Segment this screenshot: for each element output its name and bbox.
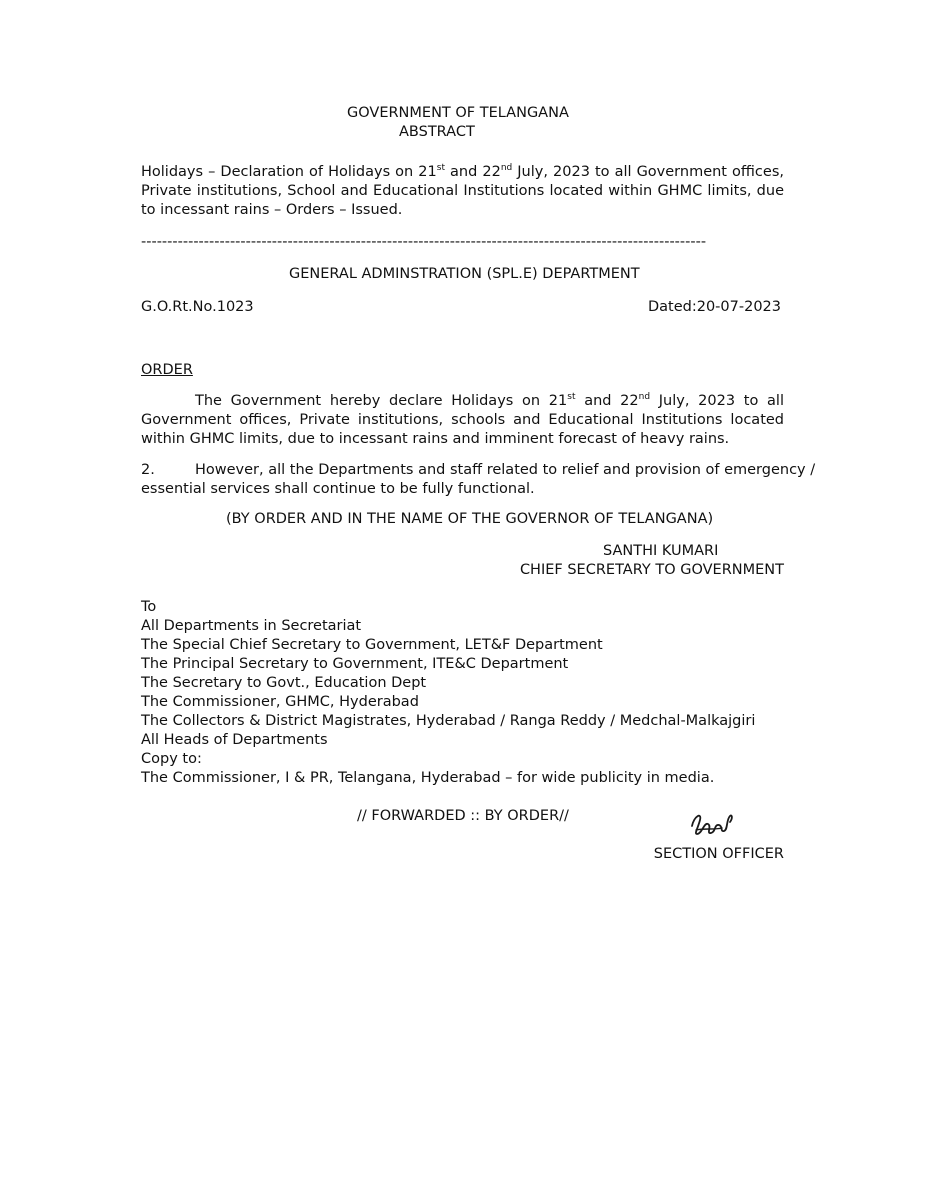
- recipient-item: The Commissioner, GHMC, Hyderabad: [141, 694, 419, 710]
- order-para1-part1: The Government hereby declare Holidays on 21: [195, 393, 568, 409]
- recipient-item: The Special Chief Secretary to Government, LET&F Department: [141, 637, 603, 653]
- order-para1-part2: and 22: [575, 393, 639, 409]
- order-date: Dated:20-07-2023: [647, 299, 781, 315]
- order-paragraph-1: [141, 392, 784, 449]
- recipient-list: [141, 617, 755, 750]
- recipient-item: All Heads of Departments: [141, 732, 328, 748]
- order-paragraph-2-number: 2.: [141, 462, 155, 478]
- recipient-item: The Secretary to Govt., Education Dept: [141, 675, 427, 691]
- recipient-item: All Departments in Secretariat: [141, 618, 362, 634]
- go-number: G.O.Rt.No.1023: [141, 299, 254, 315]
- order-heading: ORDER: [141, 362, 193, 378]
- recipient-item: The Principal Secretary to Government, ITE&C Department: [141, 656, 569, 672]
- by-order-line: (BY ORDER AND IN THE NAME OF THE GOVERNOR OF TELANGANA): [226, 511, 714, 527]
- forwarded-line: // FORWARDED :: BY ORDER//: [357, 808, 569, 824]
- recipient-item: The Collectors & District Magistrates, Hyderabad / Ranga Reddy / Medchal-Malkajgiri: [141, 713, 756, 729]
- copy-to-label: Copy to:: [141, 751, 202, 767]
- order-paragraph-2-line1: However, all the Departments and staff related to relief and provision of emergency /: [195, 462, 816, 478]
- signatory-title: CHIEF SECRETARY TO GOVERNMENT: [519, 562, 784, 578]
- abstract-text-part1: Holidays – Declaration of Holidays on 21: [141, 164, 437, 180]
- abstract-heading: ABSTRACT: [399, 124, 475, 140]
- handwritten-signature: [688, 804, 738, 842]
- section-officer-title: SECTION OFFICER: [653, 846, 784, 862]
- signatory-name: SANTHI KUMARI: [603, 543, 719, 559]
- government-heading: GOVERNMENT OF TELANGANA: [347, 105, 569, 121]
- order-para1-part3: July, 2023 to all Government offices, Private institutions, schools and Educational Institutions located within GHMC limits, due to incessant rains and imminent forecast of heavy rains.: [141, 393, 784, 447]
- order-paragraph-2-line2: essential services shall continue to be fully functional.: [141, 481, 535, 497]
- abstract-sup1: st: [436, 163, 445, 173]
- divider-line: ------------------------------------------------------------------------------------------------------------: [141, 234, 707, 250]
- to-label: To: [141, 599, 157, 615]
- abstract-text-part2: and 22: [444, 164, 501, 180]
- department-heading: GENERAL ADMINSTRATION (SPL.E) DEPARTMENT: [289, 266, 640, 282]
- abstract-subject: [141, 163, 784, 220]
- abstract-text-part3: July, 2023 to all Government offices, Private institutions, School and Educational Institutions located within GHMC limits, due to incessant rains – Orders – Issued.: [141, 164, 784, 218]
- abstract-sup2: nd: [500, 163, 513, 173]
- order-para1-sup2: nd: [638, 392, 651, 402]
- order-para1-sup1: st: [567, 392, 576, 402]
- copy-to-recipient: The Commissioner, I & PR, Telangana, Hyderabad – for wide publicity in media.: [141, 770, 715, 786]
